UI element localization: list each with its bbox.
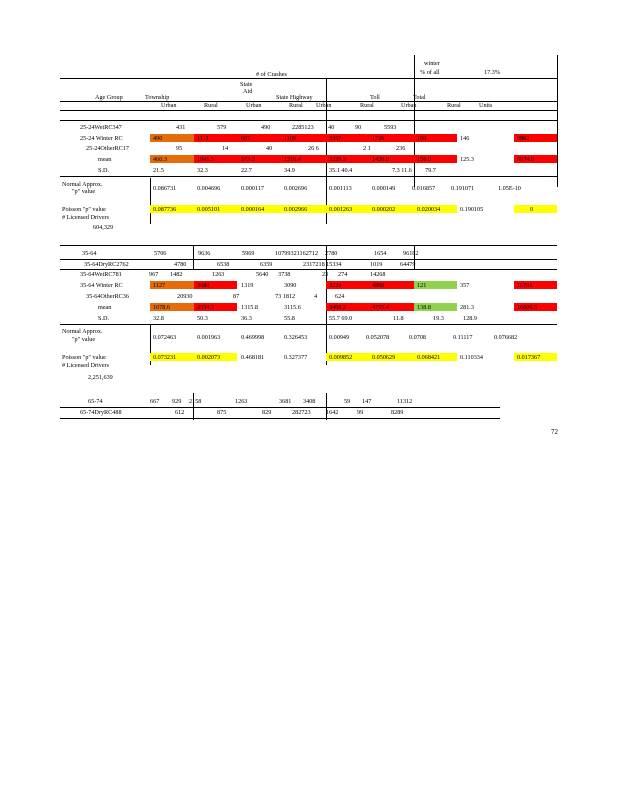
s2-wet-v7: 274 <box>338 271 348 278</box>
s2-dry-v2: 6538 <box>217 261 230 268</box>
s2-other-v2: 87 <box>233 293 240 300</box>
header-pct-value: 17.3% <box>484 69 500 76</box>
s2-normal-v2: 0.001963 <box>197 334 221 341</box>
s2-poisson-v1: 0.073231 <box>153 354 177 361</box>
s1-other-v6: 236 <box>396 145 406 152</box>
s2-poisson-label: Poisson "p" value <box>62 354 106 361</box>
s1-other-v3: 40 <box>266 145 273 152</box>
s3-total-v6: 3408 <box>303 398 316 405</box>
s1-sd-v1: 21.5 <box>153 167 164 174</box>
s2-winter-label: 35-64 Winter RC <box>80 282 123 289</box>
s2-total-label: 35-64 <box>82 250 97 257</box>
s2-normal-v7: 0.0708 <box>409 334 427 341</box>
s1-poisson-cell-9 <box>514 205 557 213</box>
s1-other-v1: 95 <box>176 145 183 152</box>
s1-normal-v4: 0.002696 <box>284 185 308 192</box>
s1-licensed-value: 604,329 <box>93 224 114 231</box>
s2-total-v1: 5706 <box>154 250 167 257</box>
s2-other-v5: 624 <box>335 293 345 300</box>
s2-normal-label: Normal Approx. <box>62 328 103 335</box>
s2-pvalue-label: "p" value <box>72 336 96 343</box>
s1-normal-v8: 0.191071 <box>451 185 475 192</box>
s3-dry-v4: 282723 <box>292 409 311 416</box>
s3-total-v5: 3681 <box>279 398 292 405</box>
s1-rule-sd <box>60 176 557 177</box>
s3-dry-v7: 8289 <box>391 409 404 416</box>
s3-dry-label: 65-74DryRC488 <box>80 409 122 416</box>
header-aid: Aid <box>243 88 253 95</box>
s1-mean-v4: 1216.4 <box>284 156 302 163</box>
s2-dry-v4: 2317218 <box>303 261 325 268</box>
vrule-statehwy-s1 <box>326 78 327 186</box>
s1-mean-v2: 1041.5 <box>197 156 215 163</box>
s2-normal-v4: 0.326453 <box>284 334 308 341</box>
s1-winter-v3: 687 <box>241 135 251 142</box>
s1-pvalue-label: "p" value <box>72 188 96 195</box>
s2-poisson-v4: 0.327377 <box>284 354 308 361</box>
s1-sd-v7: 79.7 <box>425 167 436 174</box>
s1-sd-v6: 7.3 11.6 <box>392 167 412 174</box>
s3-total-v2: 929 <box>172 398 182 405</box>
s2-sd-v8: 128.9 <box>463 315 477 322</box>
s1-sd-v3: 22.7 <box>241 167 252 174</box>
vrule-total-s1 <box>414 55 415 187</box>
s2-mean-v6: 4755.4 <box>372 304 390 311</box>
s2-mean-v5: 3498.2 <box>329 304 347 311</box>
header-rule-bottom <box>60 110 557 111</box>
s2-normal-v1: 0.072463 <box>153 334 177 341</box>
s3-dry-v1: 612 <box>175 409 185 416</box>
s1-normal-v7: 0.016857 <box>412 185 436 192</box>
header-age-group: Age Group <box>95 94 123 101</box>
s1-sd-label: S.D. <box>98 167 110 174</box>
vrule-s2-a <box>193 245 194 269</box>
s2-poisson-v5: 0.009852 <box>329 354 353 361</box>
s2-wet-v6: 23 <box>322 271 329 278</box>
s2-normal-v6: 0.052078 <box>366 334 390 341</box>
header-toll: Toll <box>370 94 380 101</box>
s2-total-v7: 96182 <box>403 250 419 257</box>
s1-winter-v8: 146 <box>460 135 470 142</box>
s1-winter-v2: 1111 <box>197 135 209 142</box>
s2-wet-label: 35-64WetRC781 <box>80 271 122 278</box>
s2-mean-v4: 3115.6 <box>284 304 301 311</box>
s2-winter-v1: 1127 <box>153 282 166 289</box>
s2-other-v3: 73 1812 <box>275 293 296 300</box>
col-township-urban: Urban <box>161 102 177 109</box>
s1-winter-v4: 1109 <box>284 135 297 142</box>
s2-total-v5: 2780 <box>325 250 338 257</box>
s2-mean-v1: 1078.6 <box>153 304 171 311</box>
s3-total-v9: 11312 <box>397 398 413 405</box>
s1-wet-label: 25-24WetRC347 <box>80 124 122 131</box>
s1-other-v5: 2 1 <box>363 145 371 152</box>
s2-mean-label: mean <box>98 304 112 311</box>
s2-normal-v5: 0.00949 <box>329 334 350 341</box>
col-units: Units <box>479 102 493 109</box>
s2-sd-v1: 32.8 <box>153 315 164 322</box>
vrule-township-s1 <box>150 178 151 224</box>
s1-normal-v5: 0.001113 <box>329 185 352 192</box>
s2-poisson-v2: 0.002073 <box>197 354 221 361</box>
s3-total-v4: 1263 <box>235 398 248 405</box>
s3-total-v1: 667 <box>150 398 160 405</box>
s2-winter-v6: 4868 <box>372 282 385 289</box>
col-toll-urban: Urban <box>401 102 417 109</box>
s3-dry-v6: 99 <box>357 409 364 416</box>
s1-other-v4: 26 6 <box>308 145 319 152</box>
s1-poisson-v8: 0.190105 <box>460 206 484 213</box>
s1-winter-v1: 490 <box>153 135 163 142</box>
s2-wet-v5: 3738 <box>278 271 291 278</box>
s1-sd-v2: 32.3 <box>197 167 208 174</box>
s2-other-v1: 20930 <box>177 293 193 300</box>
section1-rule-top <box>60 120 557 121</box>
s2-normal-v8: 0.11117 <box>453 334 473 341</box>
s2-normal-v9: 0.076682 <box>494 334 518 341</box>
s3-rule <box>60 407 500 408</box>
s1-wet-v5: 140 <box>325 124 335 131</box>
header-rule-top <box>60 78 557 79</box>
s1-normal-v9: 1.05E-10 <box>498 185 521 192</box>
s2-winter-v8: 357 <box>460 282 470 289</box>
header-pct-all: % of all <box>420 69 440 76</box>
header-winter: winter <box>424 60 440 67</box>
s2-sd-v2: 50.3 <box>197 315 208 322</box>
s1-winter-v6: 1726 <box>372 135 385 142</box>
s1-normal-v2: 0.004696 <box>197 185 221 192</box>
header-total: Total <box>413 94 426 101</box>
s2-total-v6: 1654 <box>374 250 387 257</box>
s2-poisson-v8: 0.110334 <box>460 354 483 361</box>
s2-sd-v3: 36.3 <box>241 315 252 322</box>
s1-poisson-v4: 0.002966 <box>284 206 308 213</box>
s2-sd-label: S.D. <box>98 315 110 322</box>
s2-mean-v2: 2534.3 <box>197 304 215 311</box>
col-toll-rural: Rural <box>447 102 461 109</box>
vrule-right-s1 <box>557 55 558 187</box>
col-stateaid-urban: Urban <box>246 102 262 109</box>
s2-dry-v3: 6359 <box>260 261 273 268</box>
s3-dry-v5: 1642 <box>326 409 339 416</box>
s1-wet-v3: 490 <box>261 124 271 131</box>
s3-rule-bottom <box>60 418 500 419</box>
s1-winter-label: 25-24 Winter RC <box>80 135 123 142</box>
s2-wet-v8: 14268 <box>370 271 386 278</box>
s2-other-label: 35-64OtherRC36 <box>86 293 129 300</box>
s1-normal-v6: 0.000149 <box>372 185 396 192</box>
s1-wet-v7: 5593 <box>384 124 397 131</box>
header-township: Township <box>145 94 170 101</box>
s2-wet-v4: 5640 <box>256 271 269 278</box>
s2-total-v3: 5969 <box>242 250 255 257</box>
s2-sd-v4: 55.8 <box>284 315 295 322</box>
s3-total-v3: 2158 <box>189 398 202 405</box>
s2-winter-v2: 3680 <box>197 282 210 289</box>
s2-dry-v5: 15334 <box>326 261 342 268</box>
s2-sd-v5: 55.7 69.0 <box>329 315 353 322</box>
s2-winter-v3: 1319 <box>241 282 254 289</box>
col-statehwy-urban: Urban <box>316 102 332 109</box>
s1-wet-v1: 431 <box>176 124 186 131</box>
s3-total-label: 65-74 <box>88 398 103 405</box>
s1-sd-v4: 34.9 <box>284 167 295 174</box>
s1-mean-v9: 6974.9 <box>517 156 535 163</box>
s1-licensed-label: # Licensed Drivers <box>62 214 110 221</box>
vrule-statehwy-s1b <box>326 178 327 224</box>
col-stateaid-rural: Rural <box>289 102 303 109</box>
s3-total-v7: 59 <box>344 398 351 405</box>
s1-poisson-v6: 0.000202 <box>372 206 396 213</box>
s1-winter-v7: 160 <box>417 135 427 142</box>
header-state-highway: State Highway <box>276 94 313 101</box>
s2-winter-v5: 3229 <box>329 282 342 289</box>
s1-mean-v5: 3229.3 <box>329 156 347 163</box>
s2-mean-v7: 138.8 <box>417 304 431 311</box>
s1-normal-label: Normal Approx. <box>62 181 103 188</box>
s2-winter-v7: 121 <box>417 282 427 289</box>
s3-dry-v2: 875 <box>217 409 227 416</box>
s1-wet-v2: 579 <box>217 124 227 131</box>
s1-winter-v5: 3357 <box>329 135 342 142</box>
s1-poisson-v9: 0 <box>530 206 534 213</box>
s2-mean-v3: 1315.8 <box>241 304 259 311</box>
s2-wet-v2: 1482 <box>170 271 183 278</box>
col-statehwy-rural: Rural <box>360 102 374 109</box>
s2-sd-v6: 11.8 <box>393 315 404 322</box>
s1-mean-v1: 460.3 <box>153 156 167 163</box>
s1-winter-v9: 6862 <box>517 135 530 142</box>
s1-wet-v6: 90 <box>355 124 362 131</box>
s2-poisson-v3: 0.468181 <box>241 354 265 361</box>
header-state: State <box>240 81 253 88</box>
s1-mean-v3: 573.2 <box>241 156 255 163</box>
s2-other-v4: 4 <box>314 293 318 300</box>
s1-poisson-v3: 0.000164 <box>241 206 265 213</box>
s1-poisson-v5: 0.001263 <box>329 206 353 213</box>
s1-mean-v6: 1420.8 <box>372 156 390 163</box>
s2-winter-v9: 16791 <box>517 282 533 289</box>
s1-poisson-v1: 0.087736 <box>153 206 177 213</box>
s3-total-v8: 147 <box>362 398 372 405</box>
s3-dry-v3: 829 <box>262 409 272 416</box>
s1-normal-v3: 0.000117 <box>241 185 264 192</box>
s2-dry-v7: 64479 <box>400 261 416 268</box>
s1-poisson-label: Poisson "p" value <box>62 206 106 213</box>
s1-mean-label: mean <box>98 156 112 163</box>
s2-total-v2: 9636 <box>198 250 211 257</box>
s2-total-v4: 10799321162712 <box>275 250 319 257</box>
s2-rule-3 <box>60 269 557 270</box>
s2-wet-v1: 967 <box>149 271 159 278</box>
s1-poisson-v7: 0.020034 <box>417 206 441 213</box>
s2-poisson-v9: 0.017367 <box>517 354 541 361</box>
s2-dry-v6: 1019 <box>370 261 383 268</box>
s2-winter-v4: 3090 <box>284 282 297 289</box>
s2-dry-v1: 4780 <box>174 261 187 268</box>
s2-wet-v3: 1263 <box>212 271 225 278</box>
s2-sd-v7: 19.3 <box>433 315 444 322</box>
s1-poisson-v2: 0.005101 <box>197 206 221 213</box>
s1-mean-v8: 125.3 <box>460 156 474 163</box>
s2-rule-sd <box>60 324 557 325</box>
s1-normal-v1: 0.086731 <box>153 185 177 192</box>
s2-mean-v8: 281.3 <box>460 304 474 311</box>
page-number: 72 <box>551 428 558 436</box>
header-num-crashes: # of Crashes <box>256 71 287 78</box>
s1-other-label: 25-24OtherRC17 <box>86 145 129 152</box>
s2-mean-v9: 16606.5 <box>517 304 538 311</box>
s1-other-v2: 14 <box>222 145 229 152</box>
s2-poisson-v7: 0.068421 <box>417 354 441 361</box>
col-township-rural: Rural <box>204 102 218 109</box>
s2-licensed-label: # Licensed Drivers <box>62 362 110 369</box>
s2-rule-2 <box>60 259 557 260</box>
s2-poisson-v6: 0.050629 <box>372 354 396 361</box>
s1-mean-v7: 156.0 <box>417 156 431 163</box>
s2-rule-top <box>60 245 557 246</box>
s1-wet-v4: 2285123 <box>292 124 314 131</box>
s2-normal-v3: 0.469998 <box>241 334 265 341</box>
s2-dry-label: 35-64DryRC2762 <box>84 261 129 268</box>
s1-sd-v5: 35.1 40.4 <box>329 167 353 174</box>
s2-licensed-value: 2,251,639 <box>88 374 113 381</box>
